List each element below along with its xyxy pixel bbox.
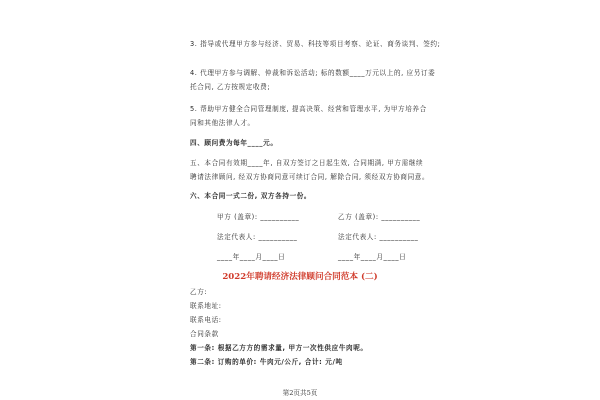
clause-4-line1: 4. 代理甲方参与调解、仲裁和诉讼活动; 标的数额____万元以上的, 应另订委 <box>190 69 436 77</box>
section-4-fee: 四、顾问费为每年____元。 <box>190 139 278 147</box>
date-right: ____年____月____日 <box>338 253 407 261</box>
party-b-seal: 乙方 (盖章): __________ <box>338 213 421 221</box>
contract-heading-2: 2022年聘请经济法律顾问合同范本 (二) <box>222 272 378 282</box>
section-6-copies: 六、本合同一式二份, 双方各持一份。 <box>190 192 312 200</box>
clause-3: 3. 指导或代理甲方参与经济、贸易、科技等项目考察、论证、商务谈判、签约; <box>190 40 441 48</box>
party-a-seal: 甲方 (盖章): __________ <box>217 213 300 221</box>
section-5-line1: 五、本合同有效期____年, 自双方签订之日起生效, 合同期满, 甲方需继续 <box>190 159 424 167</box>
party-b-label: 乙方: <box>190 288 208 296</box>
party-b-representative: 法定代表人: __________ <box>338 233 419 241</box>
section-5-line2: 聘请法律顾问, 经双方协商同意可续订合同, 解除合同, 须经双方协商同意。 <box>190 173 430 181</box>
contract-terms-label: 合同条款 <box>190 330 219 338</box>
clause-5-line1: 5. 帮助甲方健全合同管理制度, 提高决策、经营和管理水平, 为甲方培养合 <box>190 105 427 113</box>
date-left: ____年____月____日 <box>217 253 286 261</box>
clause-5-line2: 同和其他法律人才。 <box>190 119 255 127</box>
page-number: 第2页共5页 <box>282 389 318 397</box>
clause-4-line2: 托合同, 乙方按规定收费; <box>190 83 271 91</box>
article-2: 第二条: 订购的单价: 牛肉元/公斤, 合计: 元/吨 <box>190 358 343 366</box>
phone-label: 联系电话: <box>190 316 222 324</box>
party-a-representative: 法定代表人: __________ <box>217 233 298 241</box>
article-1: 第一条: 根据乙方方的需求量, 甲方一次性供应牛肉呢。 <box>190 344 368 352</box>
address-label: 联系地址: <box>190 302 222 310</box>
